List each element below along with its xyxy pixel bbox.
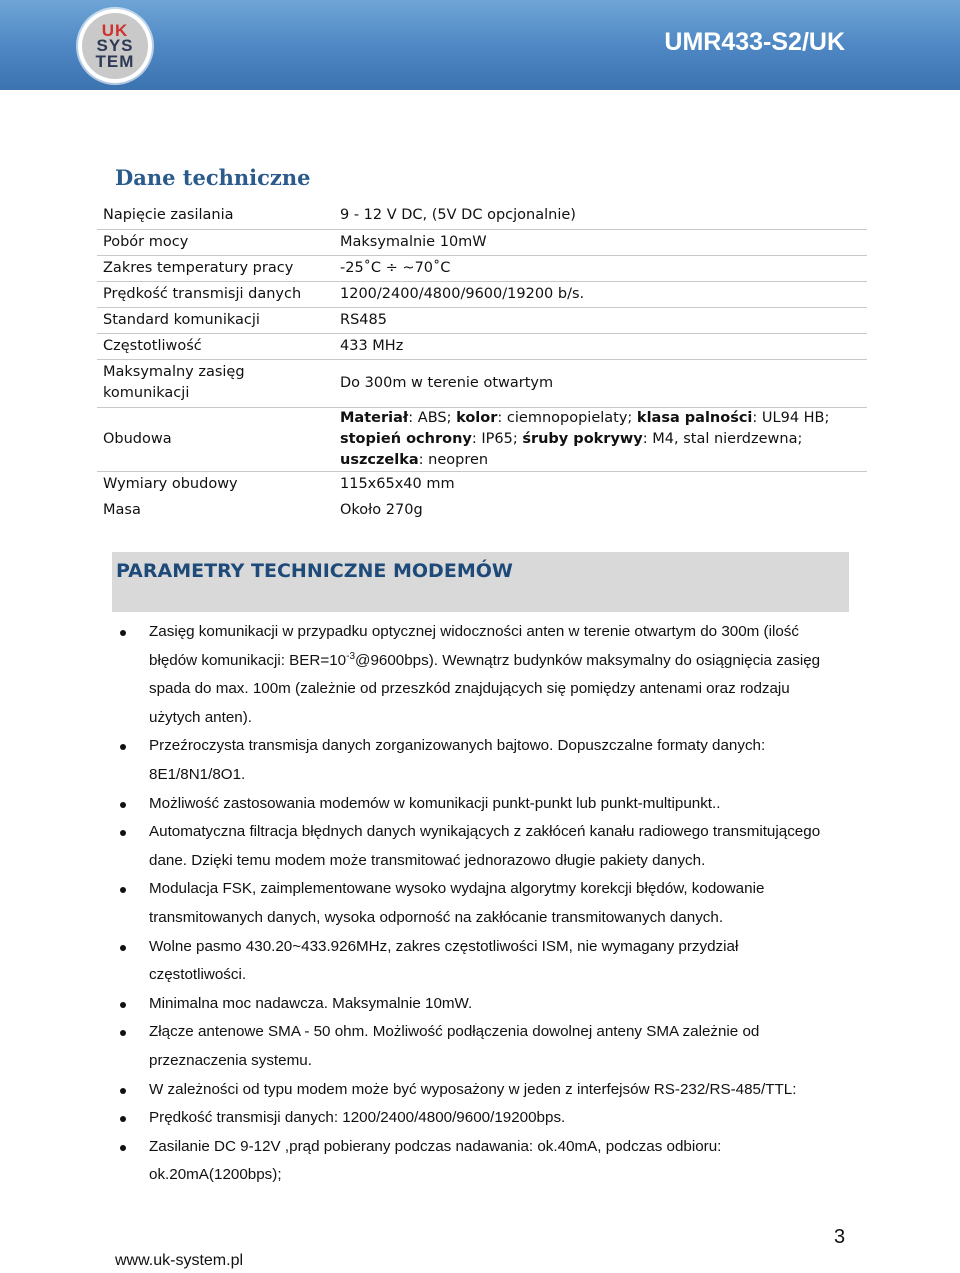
logo-line-3: TEM: [95, 51, 135, 71]
spec-value-segment: klasa palności: [636, 409, 753, 426]
table-row: [97, 497, 867, 523]
logo-line-1: UK: [101, 20, 129, 40]
spec-label: Obudowa: [97, 407, 334, 471]
list-item: Automatyczna filtracja błędnych danych wynikających z zakłóceń kanału radiowego transmitującego dane. Dzięki temu modem może transmitować jednorazowo długie pakiety danych.: [115, 818, 835, 875]
page-number: 3: [834, 1226, 846, 1248]
section-title: Dane techniczne: [115, 165, 311, 190]
spec-value: RS485: [334, 307, 867, 333]
spec-value-segment: : ABS;: [408, 409, 457, 426]
spec-value: 115x65x40 mm: [340, 475, 455, 492]
logo-line-2: SYS: [96, 36, 134, 56]
document-title: UMR433-S2/UK: [664, 28, 845, 56]
list-item: Złącze antenowe SMA - 50 ohm. Możliwość podłączenia dowolnej anteny SMA zależnie od przeznaczenia systemu.: [115, 1018, 835, 1075]
table-row: [97, 407, 867, 471]
table-row: [97, 471, 867, 497]
spec-value: Do 300m w terenie otwartym: [334, 359, 867, 407]
header-bar: [0, 0, 960, 90]
spec-value: Około 270g: [340, 501, 423, 518]
logo-badge: [82, 13, 148, 79]
list-item: Możliwość zastosowania modemów w komunikacji punkt-punkt lub punkt-multipunkt..: [115, 790, 835, 819]
footer-url: www.uk-system.pl: [115, 1252, 244, 1269]
spec-value-segment: uszczelka: [340, 451, 419, 468]
spec-label: Pobór mocy: [97, 229, 334, 255]
spec-value: -25˚C ÷ ~70˚C: [334, 255, 867, 281]
spec-value-segment: stopień ochrony: [340, 430, 472, 447]
spec-label: Maksymalny zasięg komunikacji: [97, 359, 334, 407]
table-row: [97, 229, 867, 255]
spec-label: Prędkość transmisji danych: [97, 281, 334, 307]
spec-label: Napięcie zasilania: [97, 203, 334, 229]
spec-label: Standard komunikacji: [97, 307, 334, 333]
spec-label: Masa: [103, 501, 141, 518]
spec-value-rich: [334, 407, 867, 471]
params-title: PARAMETRY TECHNICZNE MODEMÓW: [116, 560, 513, 582]
spec-value-segment: Materiał: [340, 409, 409, 426]
list-item-text: @9600bps). Wewnątrz budynków maksymalny do osiągnięcia zasięg spada do max. 100m (zależnie od przeszkód znajdujących się pomiędzy antenami oraz rodzaju użytych anten).: [149, 651, 821, 726]
spec-value-segment: : M4, stal nierdzewna;: [642, 430, 803, 447]
company-logo: [78, 9, 152, 83]
table-row: [97, 255, 867, 281]
spec-value-segment: : ciemnopopielaty;: [497, 409, 637, 426]
table-row: [97, 203, 867, 229]
spec-value: 1200/2400/4800/9600/19200 b/s.: [334, 281, 867, 307]
table-row: [97, 359, 867, 407]
list-item: Wolne pasmo 430.20~433.926MHz, zakres częstotliwości ISM, nie wymagany przydział częstotliwości.: [115, 933, 835, 990]
table-row: [97, 281, 867, 307]
spec-label: Zakres temperatury pracy: [97, 255, 334, 281]
specs-table: [97, 203, 867, 523]
list-item-text: Zasięg komunikacji w przypadku optycznej widoczności anten w terenie otwartym do 300m (ilość błędów komunikacji: BER=10: [149, 623, 799, 669]
spec-label: Wymiary obudowy: [103, 475, 238, 492]
spec-value: Maksymalnie 10mW: [334, 229, 867, 255]
spec-value-segment: : neopren: [418, 451, 489, 468]
list-item: Minimalna moc nadawcza. Maksymalnie 10mW.: [115, 990, 835, 1019]
list-item: [115, 618, 835, 732]
spec-value-segment: kolor: [456, 409, 498, 426]
table-row: [97, 333, 867, 359]
spec-value: 433 MHz: [334, 333, 867, 359]
params-heading-box: [112, 552, 849, 612]
params-list: [115, 618, 835, 1190]
list-item: Modulacja FSK, zaimplementowane wysoko wydajna algorytmy korekcji błędów, kodowanie transmitowanych danych, wysoka odporność na zakłócanie transmitowanych danych.: [115, 875, 835, 932]
spec-value-segment: : UL94 HB;: [752, 409, 830, 426]
list-item: W zależności od typu modem może być wyposażony w jeden z interfejsów RS-232/RS-485/TTL:: [115, 1076, 835, 1105]
spec-value-segment: śruby pokrywy: [522, 430, 643, 447]
table-row: [97, 307, 867, 333]
spec-label: Częstotliwość: [97, 333, 334, 359]
list-item: Zasilanie DC 9-12V ,prąd pobierany podczas nadawania: ok.40mA, podczas odbioru: ok.20mA(1200bps);: [115, 1133, 835, 1190]
spec-value: 9 - 12 V DC, (5V DC opcjonalnie): [334, 203, 867, 229]
superscript: -3: [346, 650, 356, 662]
list-item: Przeźroczysta transmisja danych zorganizowanych bajtowo. Dopuszczalne formaty danych: 8E1/8N1/8O1.: [115, 732, 835, 789]
list-item: Prędkość transmisji danych: 1200/2400/4800/9600/19200bps.: [115, 1104, 835, 1133]
spec-value-segment: : IP65;: [471, 430, 523, 447]
